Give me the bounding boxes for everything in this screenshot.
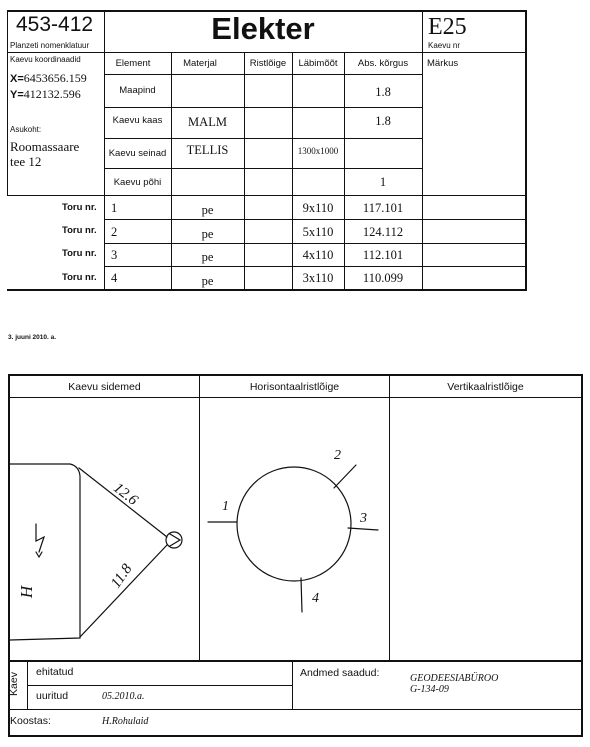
pipe-diameter: 9x110 — [302, 201, 334, 215]
row-abs: 1.8 — [375, 85, 391, 99]
sheet-id: 453-412 — [16, 13, 94, 36]
x-label: X= — [10, 73, 24, 85]
pipe-line-3 — [348, 528, 378, 530]
location-line1: Roomassaare — [10, 139, 80, 154]
surveyed-label: uuritud — [36, 690, 69, 702]
data-label: Andmed saadud: — [300, 667, 380, 679]
side-letter: H — [17, 585, 37, 599]
well-arrow — [170, 534, 180, 546]
pipe-abs: 117.101 — [362, 201, 404, 215]
pipe-diameter: 3x110 — [302, 271, 334, 285]
surveyed-value: 05.2010.a. — [102, 691, 145, 702]
dist-lower: 11.8 — [108, 561, 136, 592]
row-element: Maapind — [119, 85, 156, 96]
location-line2: tee 12 — [10, 154, 42, 169]
pipe-nr: 2 — [111, 225, 118, 239]
row-material: MALM — [188, 115, 227, 129]
pipe-line-4 — [301, 578, 302, 612]
pipe-label-4: 4 — [312, 591, 319, 606]
sheet-caption: Planzeti nomenklatuur — [10, 41, 90, 50]
pipe-material: pe — [201, 274, 214, 288]
building-outline — [10, 464, 80, 640]
header-abs-height: Abs. kõrgus — [357, 58, 409, 69]
row-abs: 1.8 — [375, 114, 391, 128]
pipe-nr: 1 — [111, 201, 118, 215]
pipe-diameter: 4x110 — [302, 248, 334, 262]
composed-value: H.Rohulaid — [102, 716, 149, 727]
manhole-outline — [237, 467, 351, 581]
data-value-1: GEODEESIABÜROO — [410, 673, 499, 684]
header-element: Element — [115, 58, 151, 69]
header-remarks: Märkus — [427, 58, 459, 69]
pipe-label: Toru nr. — [62, 202, 97, 213]
coords-label: Kaevu koordinaadid — [10, 55, 81, 64]
composed-label: Koostas: — [10, 715, 51, 727]
pipe-material: pe — [201, 227, 214, 241]
y-value: 412132.596 — [23, 87, 81, 101]
x-value: 6453656.159 — [23, 71, 87, 85]
row-element: Kaevu seinad — [108, 148, 167, 159]
pipe-nr: 3 — [111, 248, 118, 262]
col-title-vertical: Vertikaalristlõige — [447, 381, 524, 393]
pipe-label: Toru nr. — [62, 225, 97, 236]
row-element: Kaevu põhi — [113, 177, 162, 188]
col-title-horizontal: Horisontaalristlõige — [249, 381, 340, 393]
north-arrow — [36, 524, 44, 557]
row-element: Kaevu kaas — [112, 115, 163, 126]
pipe-material: pe — [201, 250, 214, 264]
pipe-label: Toru nr. — [62, 272, 97, 283]
data-value-2: G-134-09 — [410, 684, 449, 695]
pipe-abs: 110.099 — [362, 271, 404, 285]
well-caption: Kaevu nr — [428, 41, 461, 50]
y-label: Y= — [10, 89, 24, 101]
pipe-nr: 4 — [111, 271, 118, 285]
tie-line-lower — [80, 545, 167, 637]
date-note: 3. juuni 2010. a. — [8, 334, 57, 341]
header-cross-section: Ristlõige — [249, 58, 287, 69]
pipe-label-1: 1 — [222, 499, 229, 514]
page-title: Elekter — [211, 11, 315, 46]
pipe-diameter: 5x110 — [302, 225, 334, 239]
pipe-abs: 112.101 — [362, 248, 404, 262]
pipe-abs: 124.112 — [362, 225, 404, 239]
row-abs: 1 — [379, 175, 387, 189]
row-material: TELLIS — [186, 143, 229, 157]
col-title-connections: Kaevu sidemed — [68, 381, 141, 393]
built-label: ehitatud — [36, 666, 74, 678]
pipe-material: pe — [201, 203, 214, 217]
pipe-label: Toru nr. — [62, 248, 97, 259]
dist-upper: 12.6 — [110, 480, 141, 509]
pipe-label-2: 2 — [334, 448, 341, 463]
kaev-label: Kaev — [7, 672, 20, 696]
header-material: Materjal — [183, 58, 217, 69]
header-diameter: Läbimõõt — [298, 58, 338, 69]
pipe-label-3: 3 — [360, 511, 367, 526]
row-diameter: 1300x1000 — [297, 146, 339, 156]
location-label: Asukoht: — [10, 125, 42, 134]
pipe-line-2 — [334, 465, 356, 488]
well-id: E25 — [428, 14, 467, 40]
